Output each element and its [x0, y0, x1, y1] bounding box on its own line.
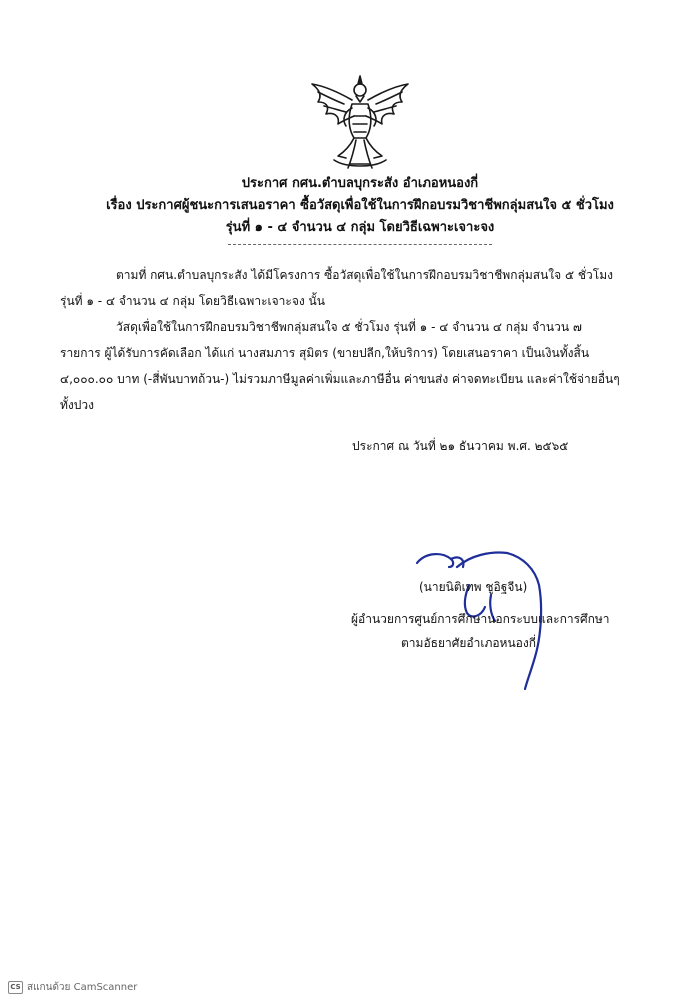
body-paragraph-award: วัสดุเพื่อใช้ในการฝึกอบรมวิชาชีพกลุ่มสนใจ ๕ ชั่วโมง รุ่นที่ ๑ - ๔ จำนวน ๔ กลุ่ม จำนวน ๗ รายการ ผู้ได้รับการคัดเลือก ได้แก่ นางสมภาร สุมิตร (ขายปลีก,ให้บริการ) โดยเสนอราคา เป็นเงินทั้งสิ้น ๔,๐๐๐.๐๐ บาท (-สี่พันบาทถ้วน-) ไม่รวมภาษีมูลค่าเพิ่มและภาษีอื่น ค่าขนส่ง ค่าจดทะเบียน และค่าใช้จ่ายอื่นๆ ทั้งปวง [60, 320, 620, 412]
signatory-name: (นายนิติเทพ ชูอิฐจีน) [419, 580, 528, 594]
signatory-position-line2: ตามอัธยาศัยอำเภอหนองกี่ [401, 636, 536, 650]
header-divider [228, 244, 492, 245]
camscanner-logo-icon: CS [8, 981, 23, 994]
scanner-watermark [8, 980, 137, 995]
announcement-subject: เรื่อง ประกาศผู้ชนะการเสนอราคา ซื้อวัสดุเพื่อใช้ในการฝึกอบรมวิชาชีพกลุ่มสนใจ ๕ ชั่วโมง [106, 198, 614, 213]
announcement-title: ประกาศ กศน.ตำบลบุกระสัง อำเภอหนองกี่ [241, 176, 479, 191]
announcement-subject-detail: รุ่นที่ ๑ - ๔ จำนวน ๔ กลุ่ม โดยวิธีเฉพาะเจาะจง [225, 220, 495, 235]
signatory-position-line1: ผู้อำนวยการศูนย์การศึกษานอกระบบและการศึกษา [351, 612, 610, 626]
garuda-emblem-icon [308, 72, 412, 172]
body-paragraph-intro: ตามที่ กศน.ตำบลบุกระสัง ได้มีโครงการ ซื้อวัสดุเพื่อใช้ในการฝึกอบรมวิชาชีพกลุ่มสนใจ ๕ ชั่วโมง รุ่นที่ ๑ - ๔ จำนวน ๔ กลุ่ม โดยวิธีเฉพาะเจาะจง นั้น [60, 268, 613, 308]
scanner-watermark-text: สแกนด้วย CamScanner [27, 982, 138, 993]
announcement-date: ประกาศ ณ วันที่ ๒๑ ธันวาคม พ.ศ. ๒๕๖๕ [352, 439, 569, 453]
